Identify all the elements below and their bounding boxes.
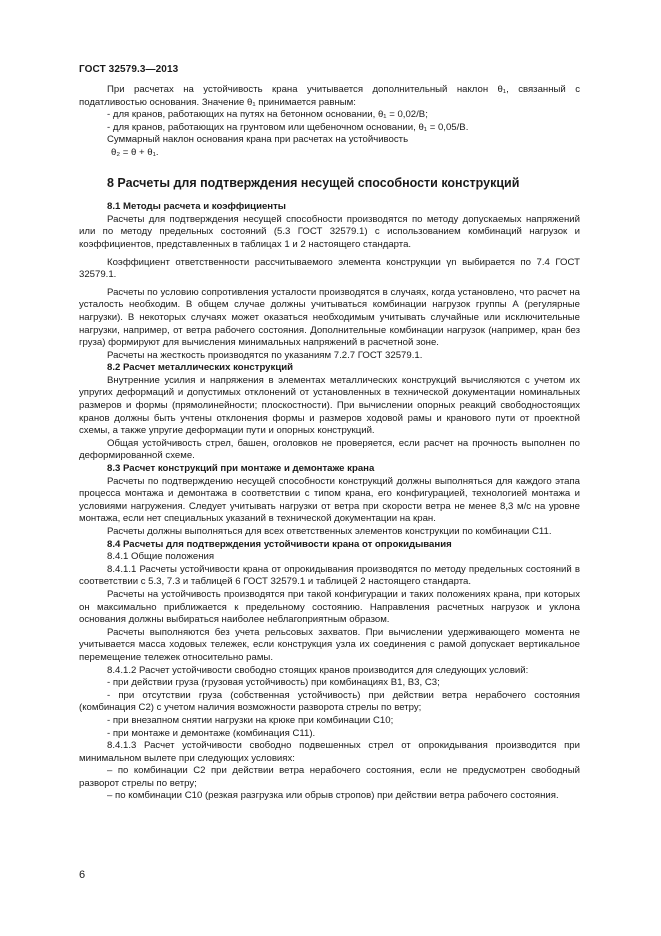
paragraph: Суммарный наклон основания крана при расчетах на устойчивость xyxy=(107,134,409,146)
formula: θ₂ = θ + θ₁. xyxy=(111,146,159,158)
paragraph: Расчеты для подтверждения несущей способности производятся по методу допускаемых напряжений или по методу предельных состояний (5.3 ГОСТ 32579.1) с использованием комбинаций нагрузок и коэффициентов, представленных в таблицах 1 и 2 настоящего стандарта. xyxy=(79,213,580,250)
paragraph: 8.4.1.1 Расчеты устойчивости крана от опрокидывания производятся по методу предельных состояний в соответствии с 5.3, 7.3 и таблицей 6 ГОСТ 32579.1 и таблицей 2 настоящего стандарта. xyxy=(79,563,580,588)
subsection-heading: 8.1 Методы расчета и коэффициенты xyxy=(107,201,286,213)
list-item: – по комбинации С2 при действии ветра нерабочего состояния, если не предусмотрен свободный разворот стрелы по ветру; xyxy=(79,765,580,789)
paragraph: Расчеты должны выполняться для всех ответственных элементов конструкции по комбинации С11. xyxy=(107,526,552,537)
paragraph: 8.4.1.2 Расчет устойчивости свободно стоящих кранов производится для следующих условий: xyxy=(107,664,529,676)
list-item: – по комбинации С10 (резкая разгрузка или обрыв стропов) при действии ветра рабочего состояния. xyxy=(107,790,559,802)
list-item: - при монтаже и демонтаже (комбинация С11). xyxy=(107,727,316,739)
paragraph: Расчеты на устойчивость производятся при такой конфигурации и таких положениях крана, при которых он максимально приближается к предельному состоянию. Направления расчетных нагрузок и уклона основания должны выбираться наиболее неблагоприятным образом. xyxy=(79,588,580,626)
list-item: - для кранов, работающих на путях на бетонном основании, θ₁ = 0,02/B; xyxy=(107,109,428,121)
list-item: - при внезапном снятии нагрузки на крюке при комбинации С10; xyxy=(107,714,394,726)
document-body xyxy=(79,84,580,803)
paragraph: 8.4.1.3 Расчет устойчивости свободно подвешенных стрел от опрокидывания производится при минимальном вылете при следующих условиях: xyxy=(79,740,580,764)
paragraph: Коэффициент ответственности рассчитываемого элемента конструкции γn выбирается по 7.4 ГОСТ 32579.1. xyxy=(79,256,580,281)
paragraph: При расчетах на устойчивость крана учитывается дополнительный наклон θ₁, связанный с податливостью основания. Значение θ₁ принимается равным: xyxy=(79,84,580,108)
list-item: - для кранов, работающих на грунтовом или щебеночном основании, θ₁ = 0,05/B. xyxy=(107,121,469,133)
paragraph: Расчеты по подтверждению несущей способности конструкций должны выполняться для каждого этапа процесса монтажа и демонтажа в соответствии с типом крана, его конфигурацией, технологией монтажа и условиями нагружения. Следует учитывать нагрузки от ветра при скорости ветра не менее 8,3 м/с на уровне монтажа, если нет специальных указаний в технической документации на кран. xyxy=(79,475,580,525)
paragraph: Расчеты выполняются без учета рельсовых захватов. При вычислении удерживающего момента не учитывается масса ходовых тележек, если конструкция узла их соединения с рамой допускает вертикальное перемещение тележек относительно рамы. xyxy=(79,626,580,663)
section-heading: 8 Расчеты для подтверждения несущей способности конструкций xyxy=(107,175,520,190)
document-header: ГОСТ 32579.3—2013 xyxy=(79,64,179,75)
subsection-heading: 8.3 Расчет конструкций при монтаже и демонтаже крана xyxy=(107,463,375,475)
list-item: - при отсутствии груза (собственная устойчивость) при действии ветра нерабочего состояния (комбинация С2) с учетом наличия возможности разворота стрелы по ветру; xyxy=(79,689,580,714)
subsection-heading: 8.2 Расчет металлических конструкций xyxy=(107,362,294,374)
list-item: - при действии груза (грузовая устойчивость) при комбинациях В1, В3, С3; xyxy=(107,677,440,689)
subsection-heading: 8.4 Расчеты для подтверждения устойчивости крана от опрокидывания xyxy=(107,538,452,550)
paragraph: Внутренние усилия и напряжения в элементах металлических конструкций вычисляются с учетом их упругих деформаций и допустимых отклонений от установленных в технической документации номинальных размеров и формы (прямолинейности; плоскостности). При вычислении опорных реакций свободностоящих кранов должны быть учтены отклонения формы и размеров ходовой рамы и кранового пути от проектной схемы, а также упругие деформации пути и опорных конструкций. xyxy=(79,374,580,437)
clause-heading: 8.4.1 Общие положения xyxy=(107,551,215,563)
paragraph: Расчеты по условию сопротивления усталости производятся в случаях, когда установлено, что расчет на усталость необходим. В общем случае должны учитываться комбинации нагрузок группы А (регулярные нагрузки). В некоторых случаях может оказаться необходимым учитывать случайные или исключительные нагрузки, например, от ветра рабочего состояния. Дополнительные комбинации нагрузок (например, кран без груза) формируют для вычисления минимальных напряжений в расчетной зоне. xyxy=(79,286,580,349)
page-number: 6 xyxy=(79,869,86,881)
paragraph: Общая устойчивость стрел, башен, оголовков не проверяется, если расчет на прочность выполнен по деформированной схеме. xyxy=(79,437,580,462)
paragraph: Расчеты на жесткость производятся по указаниям 7.2.7 ГОСТ 32579.1. xyxy=(107,349,423,361)
